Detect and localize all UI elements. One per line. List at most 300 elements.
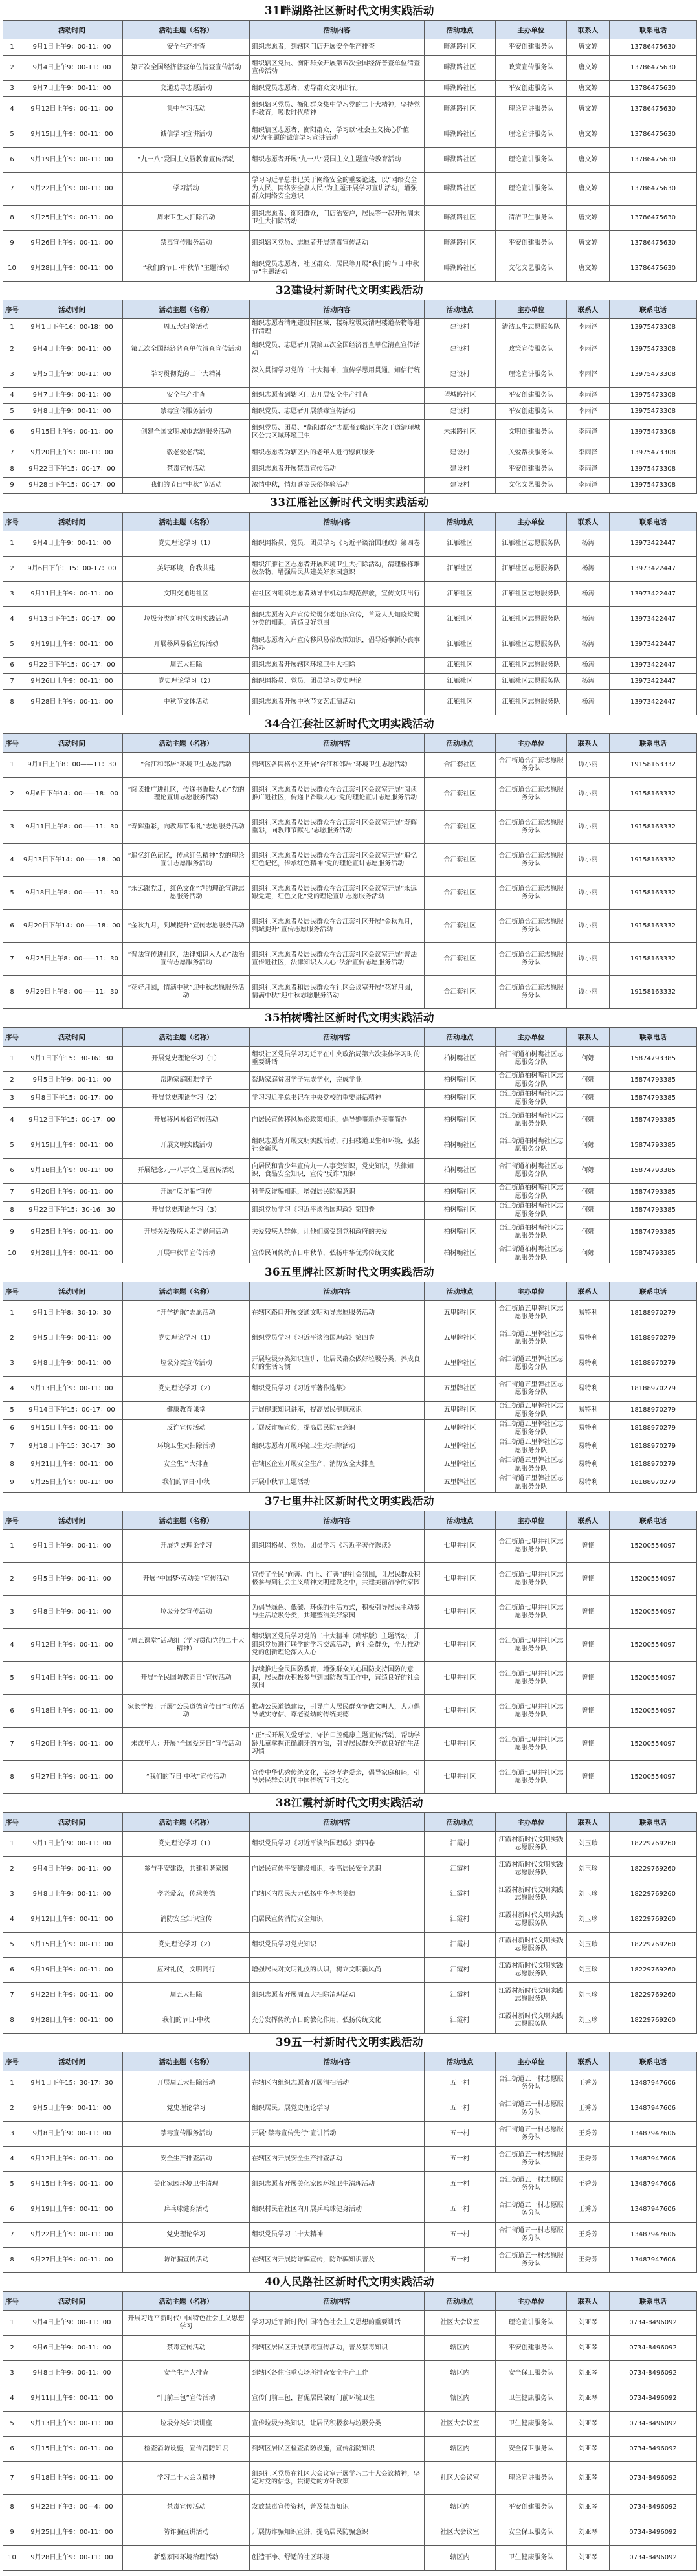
activity-table [3,1511,697,1794]
cell-theme: 美化家园环境卫生清理 [123,2172,250,2197]
cell-place: 江雁社区 [425,607,496,632]
cell-phone: 13973422447 [610,582,697,607]
cell-contact: 李雨泽 [567,478,610,494]
cell-theme: 家长学校：开展“公民道德宣传日”宣传活动 [123,1695,250,1728]
activity-table [3,1282,697,1493]
cell-org: 政策宣传服务队 [496,337,567,362]
cell-theme: “阅读推广进社区，传递书香暖人心”党的理论宣讲志愿服务活动 [123,778,250,811]
cell-contact: 李雨泽 [567,461,610,478]
cell-phone: 13786475630 [610,256,697,282]
cell-place: 未来路社区 [425,420,496,445]
cell-phone: 0734-8496092 [610,2520,697,2546]
cell-phone: 18188970279 [610,1377,697,1402]
cell-phone: 13975473308 [610,388,697,404]
header-no: 序号 [3,1028,21,1047]
cell-contact: 唐文婷 [567,173,610,206]
header-content: 活动内容 [250,300,425,319]
header-phone: 联系电话 [610,1813,697,1832]
cell-theme: 防诈骗宣讲活动 [123,2520,250,2546]
header-contact: 联系人 [567,2292,610,2311]
cell-contact: 唐文婷 [567,39,610,56]
cell-theme: 开展党史理论学习（2） [123,1090,250,1108]
table-row [3,1438,697,1456]
cell-place: 五一村 [425,2096,496,2122]
cell-time: 9月13日下午15：00-17：00 [21,607,123,632]
cell-phone: 13975473308 [610,478,697,494]
cell-time: 9月18日上午9：00-11：00 [21,1695,123,1728]
cell-org: 合江街道五里牌社区志愿服务分队 [496,1456,567,1474]
table-row [3,1072,697,1090]
cell-org: 安全保卫服务队 [496,2520,567,2546]
table-row [3,2096,697,2122]
cell-content: 宣传了全民“向善、向上、行善”的社会氛围，让居民群众积极参与到社会主义精神文明建设之中，共建美丽洁净的家园 [250,1563,425,1596]
table-header-row [3,1282,697,1301]
cell-no: 4 [3,1377,21,1402]
section-title: 36五里牌社区新时代文明实践活动 [265,1266,434,1278]
table-row [3,658,697,674]
cell-time: 9月14日上午9：00-11：00 [21,1662,123,1695]
cell-place: 合江套社区 [425,976,496,1009]
table-row [3,1326,697,1351]
cell-content: 向辖区内居民大力弘扬中华孝老美德 [250,1882,425,1907]
cell-contact: 唐文婷 [567,148,610,173]
table-row [3,1629,697,1662]
cell-contact: 刘玉珍 [567,2008,610,2034]
cell-contact: 杨涛 [567,607,610,632]
cell-theme: 我们的节日“中秋”节活动 [123,478,250,494]
cell-theme: 周五大扫除 [123,658,250,674]
cell-org: 合江街道柏树嘴社区志愿服务分队 [496,1108,567,1133]
cell-content: 开展垃圾分类知识宣讲，让居民群众做好垃圾分类，养成良好的生活习惯 [250,1351,425,1377]
cell-time: 9月6日上午9：00-11：00 [21,2336,123,2361]
cell-place: 合江套社区 [425,811,496,844]
cell-time: 9月19日上午9：00-11：00 [21,632,123,658]
cell-no: 3 [3,1090,21,1108]
cell-theme: 安全生产排查活动 [123,2147,250,2172]
cell-phone: 15874793385 [610,1245,697,1263]
table-row [3,2223,697,2248]
cell-contact: 易特利 [567,1402,610,1420]
cell-org: 合江街道五里牌社区志愿服务分队 [496,1438,567,1456]
cell-theme: 禁毒宣传活动 [123,2336,250,2361]
cell-theme: “寿辉重彩，向教师节献礼”志愿服务活动 [123,811,250,844]
cell-theme: 垃圾分类新时代文明实践活动 [123,607,250,632]
cell-org: 清洁卫生服务队 [496,206,567,231]
cell-time: 9月5日上午9：00-11：00 [21,1326,123,1351]
cell-content: 组织党员学习《习近平谈治国理政》第四卷 [250,1832,425,1857]
cell-content: 组织辖区党员学习党的二十大精神（精华版）主题活动，并组织党员进行联学的学习交流活动，向社会群众，全力推动党的创新理论深入人心 [250,1629,425,1662]
cell-no: 2 [3,1857,21,1882]
cell-content: 在辖区内开展防诈骗宣传，防诈骗知识普及 [250,2248,425,2273]
cell-contact: 王秀芳 [567,2223,610,2248]
table-row [3,1202,697,1220]
cell-theme: 美好环境，你我共建 [123,557,250,582]
cell-no: 6 [3,2197,21,2223]
cell-contact: 易特利 [567,1474,610,1493]
cell-contact: 唐文婷 [567,256,610,282]
cell-time: 9月14日下午15：00-17：00 [21,1402,123,1420]
cell-content: 开展“禁毒宣传先行”宣讲活动 [250,2122,425,2147]
cell-org: 关爱帮扶服务队 [496,445,567,461]
cell-place: 社区大会议室 [425,2311,496,2336]
cell-theme: 环境卫生大扫除活动 [123,1438,250,1456]
activity-table [3,1812,697,2034]
cell-no: 1 [3,2311,21,2336]
cell-phone: 13973422447 [610,557,697,582]
header-no: 序号 [3,2052,21,2071]
cell-time: 9月1日下午15：30-16：30 [21,1047,123,1072]
cell-time: 9月26日上午9：00-11：00 [21,674,123,690]
cell-contact: 唐文婷 [567,56,610,81]
cell-no: 3 [3,1882,21,1907]
cell-content: 组织党员、团员、“衡阳群众”志愿者到辖区主次干道清理城区公共区域环境卫生 [250,420,425,445]
cell-no: 7 [3,173,21,206]
section-title: 39五一村新时代文明实践活动 [276,2036,423,2049]
cell-theme: “我们的节日·中秋”宣传活动 [123,1761,250,1794]
cell-phone: 13973422447 [610,531,697,557]
cell-theme: 学习活动 [123,173,250,206]
cell-place: 七里井社区 [425,1596,496,1629]
cell-org: 理论宣讲服务队 [496,148,567,173]
cell-org: 安全保卫服务队 [496,2437,567,2462]
cell-contact: 刘亚琴 [567,2495,610,2520]
cell-no: 2 [3,557,21,582]
cell-contact: 刘玉珍 [567,1933,610,1958]
cell-time: 9月28日上午9：00-11：00 [21,256,123,282]
cell-phone: 19158163332 [610,943,697,976]
cell-time: 9月4日上午9：00-11：00 [21,1857,123,1882]
cell-theme: 第五次全国经济普查单位清查宣传活动 [123,56,250,81]
table-row [3,2462,697,2495]
table-row [3,56,697,81]
cell-contact: 易特利 [567,1301,610,1326]
cell-contact: 刘亚琴 [567,2361,610,2386]
cell-no: 8 [3,206,21,231]
header-org: 主办单位 [496,1282,567,1301]
table-row [3,2147,697,2172]
cell-place: 江雁社区 [425,690,496,715]
table-row [3,811,697,844]
table-row [3,1530,697,1563]
activity-table [3,733,697,1009]
cell-place: 畔湖路社区 [425,256,496,282]
cell-theme: 安全生产大排查 [123,2361,250,2386]
cell-no: 9 [3,1474,21,1493]
cell-contact: 何娜 [567,1245,610,1263]
cell-org: 合江街道柏树嘴社区志愿服务分队 [496,1202,567,1220]
header-phone: 联系电话 [610,1282,697,1301]
cell-time: 9月22日下午15：30-16：30 [21,1202,123,1220]
cell-phone: 19158163332 [610,976,697,1009]
cell-theme: 文明交通进社区 [123,582,250,607]
cell-phone: 13786475630 [610,173,697,206]
cell-theme: “我们的节日·中秋节”主题活动 [123,256,250,282]
cell-time: 9月22日上午9：00-11：00 [21,173,123,206]
cell-place: 江霞村 [425,1958,496,1983]
cell-no: 4 [3,2386,21,2412]
cell-content: 组织辖区志愿者、衡阳群众，学习以‘社会主义核心价值观’为主题的诚信学习宣讲活动 [250,122,425,148]
cell-org: 理论宣讲服务队 [496,2311,567,2336]
table-row [3,2172,697,2197]
header-place: 活动地点 [425,1813,496,1832]
cell-org: 平安创建服务队 [496,388,567,404]
header-theme: 活动主题（名称） [123,513,250,531]
cell-no: 1 [3,1530,21,1563]
table-row [3,2197,697,2223]
cell-org: 合江街道柏树嘴社区志愿服务分队 [496,1245,567,1263]
cell-contact: 刘玉珍 [567,1958,610,1983]
cell-theme: 开展党史理论学习（3） [123,1202,250,1220]
header-no: 序号 [3,300,21,319]
section-title: 38江霞村新时代文明实践活动 [276,1797,423,1809]
cell-time: 9月1日上午8：00——11：30 [21,753,123,778]
cell-contact: 易特利 [567,1438,610,1456]
cell-time: 9月15日上午9：00-11：00 [21,122,123,148]
cell-theme: 禁毒宣传服务活动 [123,404,250,420]
section-title: 32建设村新时代文明实践活动 [276,284,423,296]
header-theme: 活动主题（名称） [123,1511,250,1530]
cell-no: 1 [3,1832,21,1857]
cell-contact: 曾艳 [567,1728,610,1761]
cell-org: 合江街道七里井社区志愿服务分队 [496,1530,567,1563]
cell-no: 8 [3,1202,21,1220]
cell-org: 江霞村新时代文明实践志愿服务队 [496,1907,567,1933]
cell-content: 组织志愿者、衡阳群众，门店治安户，居民等一起开展周末卫生大扫除活动 [250,206,425,231]
header-place: 活动地点 [425,1511,496,1530]
cell-place: 七里井社区 [425,1629,496,1662]
cell-time: 9月4日上午9：00-11：00 [21,337,123,362]
cell-theme: 开展“全民国防教育日”宣传活动 [123,1662,250,1695]
table-row [3,1456,697,1474]
cell-theme: “周五课堂”活动组（学习贯彻党的二十大精神） [123,1629,250,1662]
cell-org: 合江街道五里牌社区志愿服务分队 [496,1402,567,1420]
activity-table [3,512,697,715]
cell-contact: 谭小丽 [567,976,610,1009]
table-row [3,1882,697,1907]
cell-org: 江雁社区志愿服务队 [496,674,567,690]
cell-phone: 18188970279 [610,1301,697,1326]
table-row [3,461,697,478]
cell-theme: 检查消防设施，宣传消防知识 [123,2437,250,2462]
cell-no: 1 [3,319,21,337]
cell-place: 江雁社区 [425,557,496,582]
cell-org: 江霞村新时代文明实践志愿服务队 [496,1882,567,1907]
cell-theme: 开展党史理论学习 [123,1530,250,1563]
cell-contact: 王秀芳 [567,2147,610,2172]
cell-no: 3 [3,2122,21,2147]
table-row [3,943,697,976]
cell-time: 9月8日上午9：00-11：00 [21,404,123,420]
cell-time: 9月18日上午9：00-11：00 [21,1159,123,1184]
cell-no: 2 [3,56,21,81]
cell-theme: 开展周五大扫除活动 [123,2071,250,2096]
header-content: 活动内容 [250,21,425,39]
cell-contact: 王秀芳 [567,2096,610,2122]
cell-time: 9月5日上午9：00-11：00 [21,362,123,388]
header-no: 序号 [3,513,21,531]
cell-theme: 禁毒宣传服务活动 [123,2122,250,2147]
table-header-row [3,513,697,531]
table-row [3,1857,697,1882]
table-header-row [3,1028,697,1047]
cell-phone: 15200554097 [610,1728,697,1761]
cell-theme: 党史理论学习（1） [123,531,250,557]
cell-phone: 15874793385 [610,1090,697,1108]
header-time: 活动时间 [21,2292,123,2311]
header-theme: 活动主题（名称） [123,2052,250,2071]
cell-org: 清洁卫生志愿服务队 [496,319,567,337]
cell-theme: 创建全国文明城市志愿服务活动 [123,420,250,445]
cell-phone: 18188970279 [610,1326,697,1351]
header-contact: 联系人 [567,300,610,319]
table-row [3,319,697,337]
cell-time: 9月21日上午9：00-11：00 [21,1456,123,1474]
cell-place: 辖区内 [425,2361,496,2386]
cell-org: 合江街道五里牌社区志愿服务分队 [496,1351,567,1377]
cell-phone: 0734-8496092 [610,2311,697,2336]
cell-phone: 18229769260 [610,1983,697,2008]
cell-content: 向居民宣传消防安全知识 [250,1907,425,1933]
table-row [3,778,697,811]
header-theme: 活动主题（名称） [123,300,250,319]
cell-content: 持续推进全民国防教育，增强群众关心国防支持国防的意识，居民群众积极参与到国防教育工作中，营造良好的社会氛围 [250,1662,425,1695]
cell-phone: 18229769260 [610,1882,697,1907]
cell-no: 9 [3,231,21,256]
cell-theme: 学习二十大会议精神 [123,2462,250,2495]
cell-content: 组织辖区党员、衡阳群众集中学习党的二十大精神，坚持党性教育，吸收时代精神 [250,97,425,122]
table-row [3,256,697,282]
cell-no: 3 [3,1596,21,1629]
cell-time: 9月19日上午9：00-11：00 [21,2197,123,2223]
cell-no: 10 [3,256,21,282]
cell-no: 2 [3,1563,21,1596]
cell-place: 江霞村 [425,2008,496,2034]
cell-time: 9月29日上午8：00——11：30 [21,976,123,1009]
cell-contact: 唐文婷 [567,122,610,148]
header-phone: 联系电话 [610,513,697,531]
cell-no: 5 [3,404,21,420]
cell-phone: 13487947606 [610,2223,697,2248]
cell-no: 6 [3,1420,21,1438]
cell-place: 柏树嘴社区 [425,1072,496,1090]
cell-theme: 开展“反诈骗”宣传 [123,1184,250,1202]
cell-phone: 0734-8496092 [610,2437,697,2462]
header-phone: 联系电话 [610,1028,697,1047]
cell-content: 在辖区企业开展安全生产，消防安全大排查 [250,1456,425,1474]
cell-no: 6 [3,1695,21,1728]
cell-contact: 易特利 [567,1326,610,1351]
activity-section [3,2,696,282]
cell-org: 合江街道柏树嘴社区志愿服务分队 [496,1220,567,1245]
cell-theme: 周五大扫除活动 [123,319,250,337]
cell-place: 五里牌社区 [425,1351,496,1377]
cell-phone: 13786475630 [610,122,697,148]
cell-org: 卫生健康服务队 [496,2412,567,2437]
cell-place: 合江套社区 [425,844,496,877]
cell-phone: 18188970279 [610,1474,697,1493]
cell-phone: 13487947606 [610,2071,697,2096]
cell-place: 柏树嘴社区 [425,1090,496,1108]
cell-place: 柏树嘴社区 [425,1047,496,1072]
cell-org: 平安创建服务队 [496,404,567,420]
table-row [3,1761,697,1794]
cell-time: 9月15日上午9：00-11：00 [21,420,123,445]
cell-contact: 杨涛 [567,674,610,690]
header-org: 主办单位 [496,300,567,319]
cell-phone: 0734-8496092 [610,2462,697,2495]
cell-contact: 刘亚琴 [567,2520,610,2546]
table-row [3,753,697,778]
header-theme: 活动主题（名称） [123,1028,250,1047]
cell-theme: 开展纪念九一八事变主题宣传活动 [123,1159,250,1184]
cell-phone: 15874793385 [610,1184,697,1202]
cell-contact: 何娜 [567,1108,610,1133]
cell-theme: “门前三包”宣传活动 [123,2386,250,2412]
cell-no: 2 [3,2096,21,2122]
header-theme: 活动主题（名称） [123,734,250,753]
cell-org: 合江街道五一村志愿服务分队 [496,2248,567,2273]
cell-theme: 开展党史理论学习（1） [123,1047,250,1072]
cell-phone: 13786475630 [610,81,697,97]
cell-no: 3 [3,362,21,388]
cell-phone: 19158163332 [610,753,697,778]
cell-contact: 杨涛 [567,690,610,715]
header-org: 主办单位 [496,1511,567,1530]
cell-phone: 13487947606 [610,2197,697,2223]
cell-phone: 18188970279 [610,1420,697,1438]
cell-time: 9月8日上午9：00-11：00 [21,2361,123,2386]
cell-place: 合江套社区 [425,943,496,976]
cell-content: 开展中秋节主题活动 [250,1474,425,1493]
cell-contact: 何娜 [567,1072,610,1090]
cell-phone: 18229769260 [610,1933,697,1958]
table-row [3,1090,697,1108]
table-row [3,2437,697,2462]
cell-time: 9月22日下午15：00-17：00 [21,658,123,674]
cell-content: 向居民宣传移风易俗政策知识，倡导婚事新办丧事简办 [250,1108,425,1133]
cell-org: 合江街道五里牌社区志愿服务分队 [496,1301,567,1326]
cell-org: 合江街道七里井社区志愿服务分队 [496,1596,567,1629]
cell-phone: 13487947606 [610,2172,697,2197]
cell-time: 9月18日上午8：00——11：30 [21,877,123,910]
header-time: 活动时间 [21,1511,123,1530]
table-row [3,877,697,910]
table-row [3,1662,697,1695]
header-theme: 活动主题（名称） [123,2292,250,2311]
cell-phone: 18188970279 [610,1456,697,1474]
header-contact: 联系人 [567,1511,610,1530]
cell-phone: 0734-8496092 [610,2495,697,2520]
cell-phone: 19158163332 [610,811,697,844]
table-row [3,404,697,420]
cell-org: 安全保卫服务队 [496,2361,567,2386]
cell-time: 9月7日上午9：00-11：00 [21,81,123,97]
cell-content: 宣传民间传统节日中秋节，弘扬中华优秀传统文化 [250,1245,425,1263]
cell-no: 1 [3,39,21,56]
section-title: 35柏树嘴社区新时代文明实践活动 [265,1012,434,1024]
cell-org: 合江街道柏树嘴社区志愿服务分队 [496,1184,567,1202]
cell-contact: 何娜 [567,1090,610,1108]
table-row [3,81,697,97]
cell-no: 5 [3,1133,21,1159]
cell-place: 江霞村 [425,1882,496,1907]
cell-org: 合江街道柏树嘴社区志愿服务分队 [496,1159,567,1184]
cell-place: 畔湖路社区 [425,97,496,122]
cell-time: 9月22日下午3：00—4：00 [21,2495,123,2520]
cell-theme: 党史理论学习（2） [123,1933,250,1958]
cell-phone: 13786475630 [610,148,697,173]
cell-contact: 刘玉珍 [567,1907,610,1933]
